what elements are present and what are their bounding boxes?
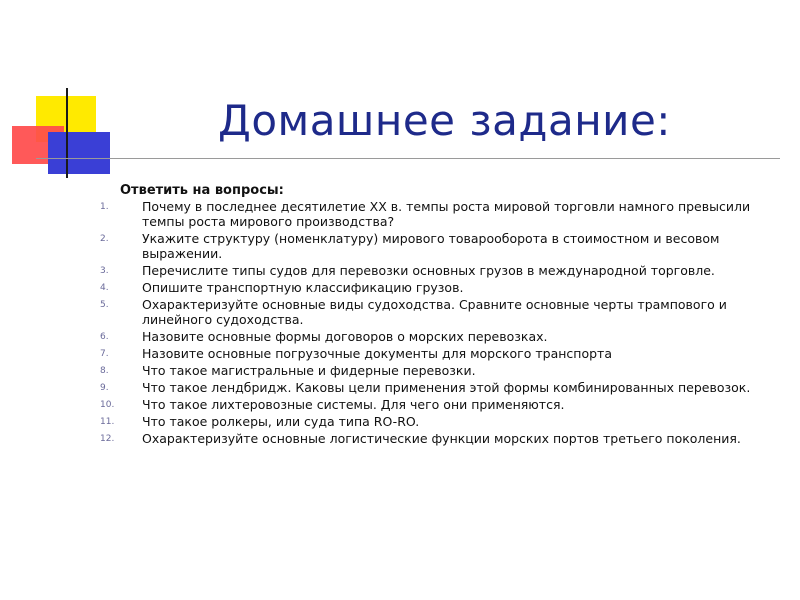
item-text: Охарактеризуйте основные виды судоходства. Сравните основные черты трампового и линейного судоходства.: [142, 297, 727, 327]
item-text: Укажите структуру (номенклатуру) мирового товарооборота в стоимостном и весовом выражении.: [142, 231, 720, 261]
slide-title: Домашнее задание:: [218, 96, 671, 145]
item-text: Охарактеризуйте основные логистические функции морских портов третьего поколения.: [142, 431, 741, 446]
item-number: 10.: [100, 400, 115, 410]
list-item: [100, 380, 780, 395]
logo-vertical-line: [66, 88, 68, 178]
item-number: 3.: [100, 266, 109, 276]
list-item: [100, 280, 780, 295]
question-list: [100, 199, 780, 448]
list-item: [100, 414, 780, 429]
item-number: 4.: [100, 283, 109, 293]
list-item: [100, 263, 780, 278]
list-item: [100, 346, 780, 361]
subheading: Ответить на вопросы:: [120, 183, 284, 198]
item-number: 5.: [100, 300, 109, 310]
item-text: Почему в последнее десятилетие XX в. темпы роста мировой торговли намного превысили темпы роста мирового производства?: [142, 199, 751, 229]
item-text: Что такое магистральные и фидерные перевозки.: [142, 363, 476, 378]
list-item: [100, 397, 780, 412]
item-number: 2.: [100, 234, 109, 244]
decorative-squares-logo: [0, 0, 120, 180]
item-text: Назовите основные погрузочные документы для морского транспорта: [142, 346, 612, 361]
list-item: [100, 431, 780, 446]
list-item: [100, 363, 780, 378]
item-text: Что такое лихтеровозные системы. Для чего они применяются.: [142, 397, 565, 412]
item-text: Назовите основные формы договоров о морских перевозках.: [142, 329, 548, 344]
item-text: Опишите транспортную классификацию грузов.: [142, 280, 464, 295]
list-item: [100, 199, 780, 229]
item-number: 7.: [100, 349, 109, 359]
list-item: [100, 297, 780, 327]
list-item: [100, 231, 780, 261]
item-number: 1.: [100, 202, 109, 212]
title-underline: [36, 158, 780, 159]
item-text: Что такое ролкеры, или суда типа RO-RO.: [142, 414, 420, 429]
item-number: 8.: [100, 366, 109, 376]
item-number: 9.: [100, 383, 109, 393]
item-number: 11.: [100, 417, 115, 427]
item-text: Перечислите типы судов для перевозки основных грузов в международной торговле.: [142, 263, 715, 278]
item-text: Что такое лендбридж. Каковы цели применения этой формы комбинированных перевозок.: [142, 380, 751, 395]
item-number: 12.: [100, 434, 115, 444]
blue-square: [48, 132, 110, 174]
list-item: [100, 329, 780, 344]
item-number: 6.: [100, 332, 109, 342]
